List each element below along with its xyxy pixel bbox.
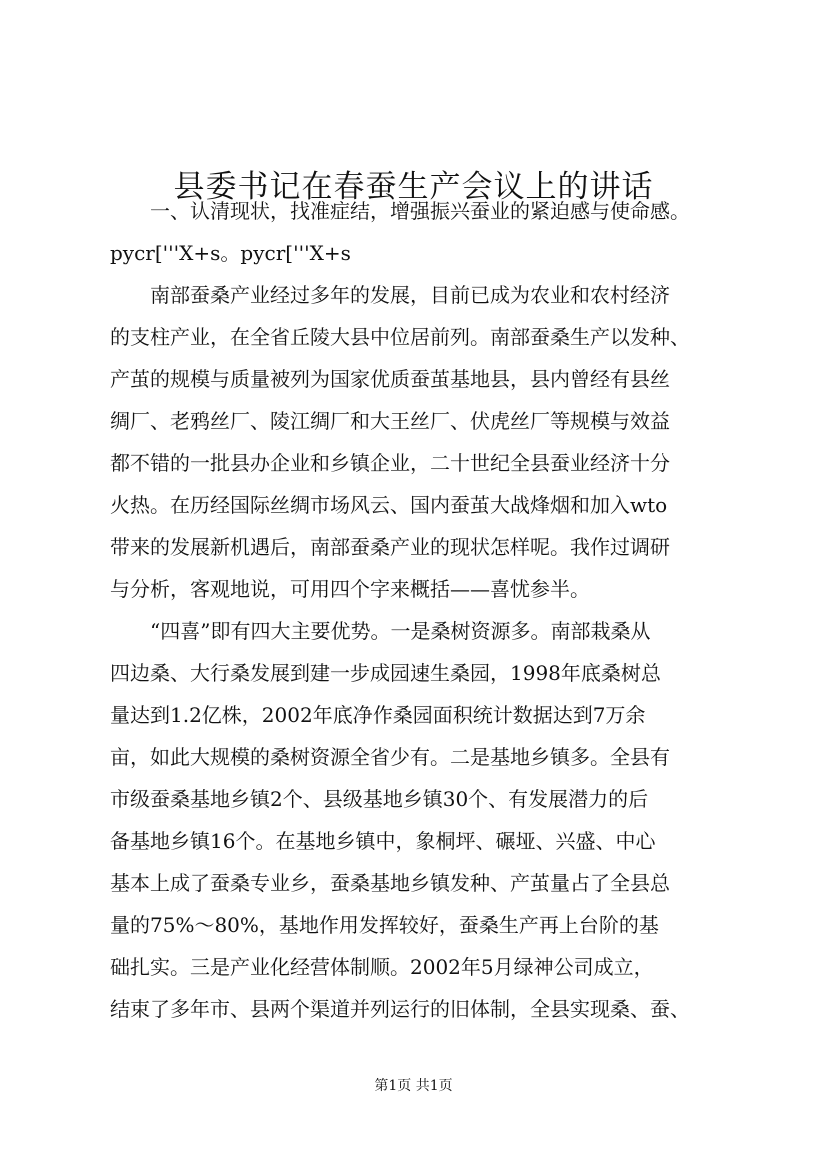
text-line-17: 基本上成了蚕桑专业乡，蚕桑基地乡镇发种、产茧量占了全县总 <box>110 871 670 895</box>
text-line-7: 都不错的一批县办企业和乡镇企业，二十世纪全县蚕业经济十分 <box>110 451 670 475</box>
text-line-18: 量的75%～80%，基地作用发挥较好，蚕桑生产再上台阶的基 <box>110 913 659 937</box>
document-title: 县委书记在春蚕生产会议上的讲话 <box>173 168 654 205</box>
text-line-2: pycr['''X+s。pycr['''X+s <box>110 241 351 265</box>
text-line-19: 础扎实。三是产业化经营体制顺。2002年5月绿神公司成立， <box>110 955 654 979</box>
text-line-1: 一、认清现状，找准症结，增强振兴蚕业的紧迫感与使命感。 <box>110 199 690 223</box>
document-body <box>110 190 722 1030</box>
text-line-4: 的支柱产业，在全省丘陵大县中位居前列。南部蚕桑生产以发种、 <box>110 325 690 349</box>
text-line-10: 与分析，客观地说，可用四个字来概括——喜忧参半。 <box>110 577 590 601</box>
text-line-11: “四喜”即有四大主要优势。一是桑树资源多。南部栽桑从 <box>110 619 651 643</box>
text-line-20: 结束了多年市、县两个渠道并列运行的旧体制，全县实现桑、蚕、 <box>110 997 690 1021</box>
text-line-3: 南部蚕桑产业经过多年的发展，目前已成为农业和农村经济 <box>110 283 670 307</box>
text-line-6: 绸厂、老鸦丝厂、陵江绸厂和大王丝厂、伏虎丝厂等规模与效益 <box>110 409 670 433</box>
text-line-15: 市级蚕桑基地乡镇2个、县级基地乡镇30个、有发展潜力的后 <box>110 787 649 811</box>
text-line-13: 量达到1.2亿株，2002年底净作桑园面积统计数据达到7万余 <box>110 703 646 727</box>
text-line-12: 四边桑、大行桑发展到建一步成园速生桑园，1998年底桑树总 <box>110 661 661 685</box>
text-line-5: 产茧的规模与质量被列为国家优质蚕茧基地县，县内曾经有县丝 <box>110 367 670 391</box>
text-line-8: 火热。在历经国际丝绸市场风云、国内蚕茧大战烽烟和加入wto <box>110 493 668 517</box>
page-number-footer: 第1页 共1页 <box>374 1078 453 1094</box>
text-line-16: 备基地乡镇16个。在基地乡镇中，象桐坪、碾垭、兴盛、中心 <box>110 829 656 853</box>
text-line-9: 带来的发展新机遇后，南部蚕桑产业的现状怎样呢。我作过调研 <box>110 535 670 559</box>
text-line-14: 亩，如此大规模的桑树资源全省少有。二是基地乡镇多。全县有 <box>110 745 670 769</box>
